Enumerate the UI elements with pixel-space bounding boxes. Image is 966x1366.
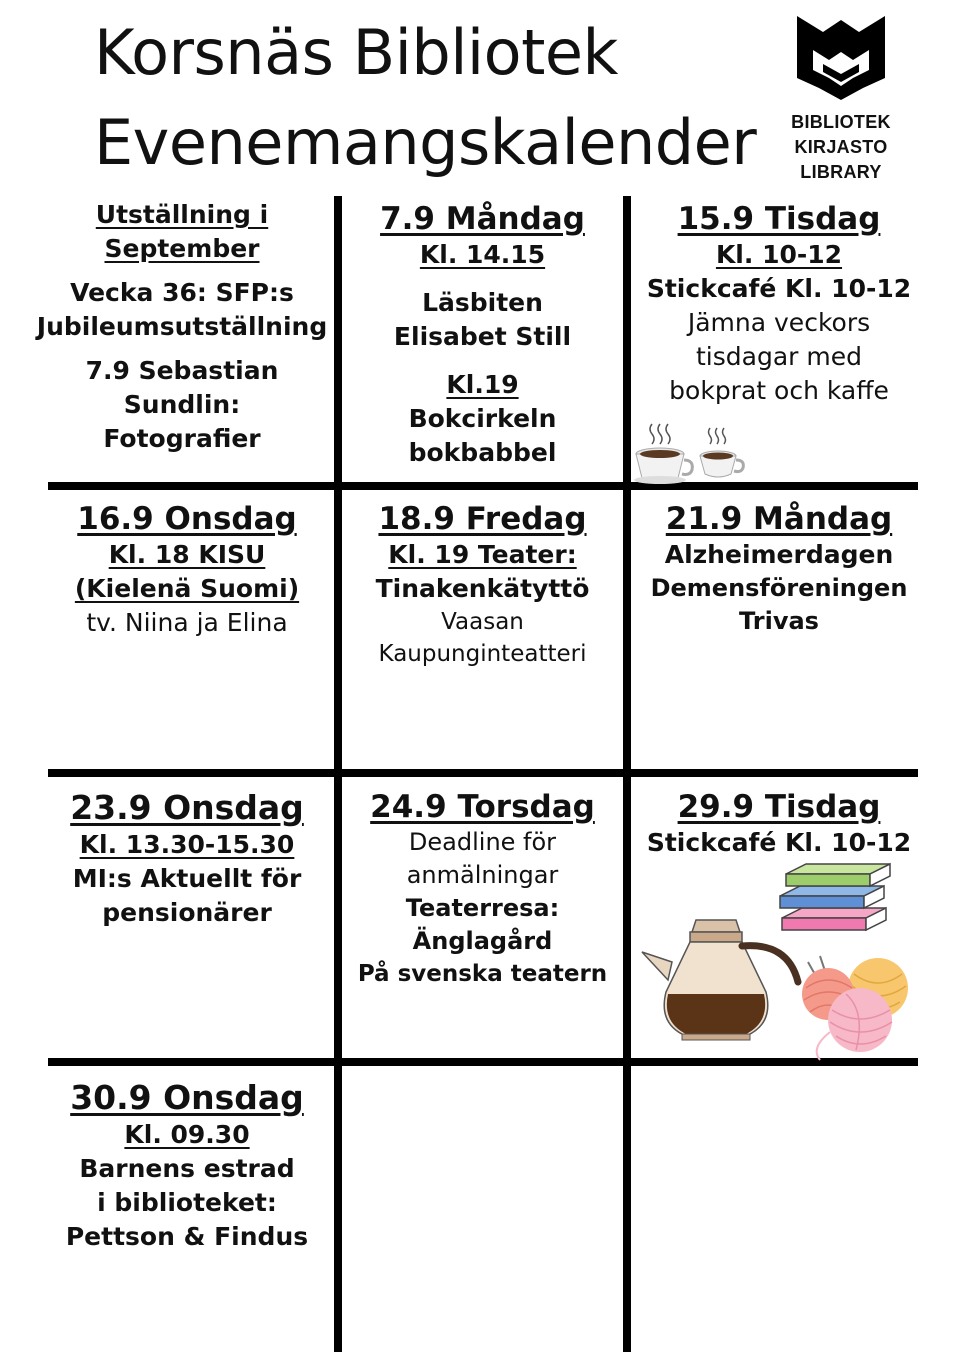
cell-text: i biblioteket:: [97, 1188, 277, 1217]
event-cell-24-9: [342, 788, 623, 990]
event-date: 15.9 Tisdag: [677, 201, 881, 237]
cell-text: 7.9 Sebastian: [85, 356, 279, 385]
logo-text-line: BIBLIOTEK: [791, 112, 891, 132]
yarn-balls-icon: [796, 952, 916, 1064]
cell-text: Stickcafé Kl. 10-12: [646, 828, 912, 857]
library-logo: [786, 14, 896, 185]
event-time: Kl. 18 KISU: [108, 540, 266, 569]
cell-text: Barnens estrad: [79, 1154, 295, 1183]
cell-text: Deadline för: [408, 828, 557, 856]
coffee-pot-icon: [638, 912, 808, 1044]
cell-text: Sundlin:: [123, 390, 241, 419]
event-date: 7.9 Måndag: [380, 201, 585, 237]
cell-text: tisdagar med: [696, 342, 862, 371]
cell-text: Trivas: [739, 607, 819, 635]
cell-text: Tinakenkätyttö: [375, 574, 590, 603]
event-date: 24.9 Torsdag: [370, 789, 595, 825]
coffee-cups-icon: [630, 420, 750, 486]
cell-text: Elisabet Still: [393, 322, 572, 351]
event-cell-29-9: [631, 788, 927, 860]
logo-text-line: KIRJASTO: [794, 137, 888, 157]
cell-text: tv. Niina ja Elina: [86, 608, 288, 637]
cell-text: MI:s Aktuellt för: [72, 864, 302, 893]
event-cell-7-9: [342, 200, 623, 470]
cell-text: Änglagård: [412, 927, 553, 955]
cell-text: anmälningar: [406, 861, 559, 889]
event-date: 18.9 Fredag: [378, 501, 587, 537]
cell-heading: Utställning i: [95, 200, 269, 229]
event-cell-18-9: [342, 500, 623, 670]
cell-text: Stickcafé Kl. 10-12: [646, 274, 912, 303]
event-date: 29.9 Tisdag: [677, 789, 881, 825]
cell-text: Läsbiten: [422, 288, 543, 317]
grid-line-horizontal: [48, 769, 918, 777]
cell-text: Jubileumsutställning: [36, 312, 328, 341]
event-cell-23-9: [40, 788, 334, 930]
cell-text: Vaasan: [441, 609, 524, 635]
page-subtitle: Evenemangskalender: [94, 106, 757, 179]
event-time: Kl. 14.15: [419, 240, 546, 269]
event-date: 30.9 Onsdag: [70, 1078, 304, 1117]
cell-text: bokprat och kaffe: [669, 376, 889, 405]
event-cell-exhibition: [30, 198, 334, 456]
event-date: 21.9 Måndag: [665, 501, 893, 537]
cell-heading: September: [104, 234, 260, 263]
event-date: 16.9 Onsdag: [77, 501, 297, 537]
cell-text: På svenska teatern: [357, 961, 608, 987]
logo-text-line: LIBRARY: [800, 162, 882, 182]
cell-text: Alzheimerdagen: [664, 540, 894, 569]
grid-line-horizontal: [48, 482, 918, 490]
cell-text: Fotografier: [103, 424, 261, 453]
event-cell-16-9: [40, 500, 334, 640]
cell-text: Vecka 36: SFP:s: [70, 278, 294, 307]
cell-text: bokbabbel: [408, 438, 557, 467]
event-time: Kl.19: [446, 370, 519, 399]
grid-line-horizontal: [48, 1058, 918, 1066]
page-title: Korsnäs Bibliotek: [94, 16, 618, 89]
event-time: Kl. 19 Teater:: [388, 540, 577, 569]
event-cell-15-9: [631, 200, 927, 408]
cell-text: Pettson & Findus: [65, 1222, 309, 1251]
cell-text: Teaterresa:: [405, 894, 560, 922]
event-cell-21-9: [631, 500, 927, 638]
cell-text: (Kielenä Suomi): [74, 574, 300, 603]
event-time: Kl. 13.30-15.30: [79, 830, 295, 859]
event-cell-30-9: [40, 1078, 334, 1254]
event-time: Kl. 10-12: [715, 240, 843, 269]
cell-text: pensionärer: [102, 898, 272, 927]
cell-text: Bokcirkeln: [408, 404, 557, 433]
library-logo-icon: [793, 14, 889, 102]
event-time: Kl. 09.30: [124, 1120, 250, 1149]
cell-text: Kaupunginteatteri: [378, 641, 587, 667]
cell-text: Jämna veckors: [687, 308, 871, 337]
event-date: 23.9 Onsdag: [70, 788, 304, 827]
cell-text: Demensföreningen: [650, 574, 908, 602]
